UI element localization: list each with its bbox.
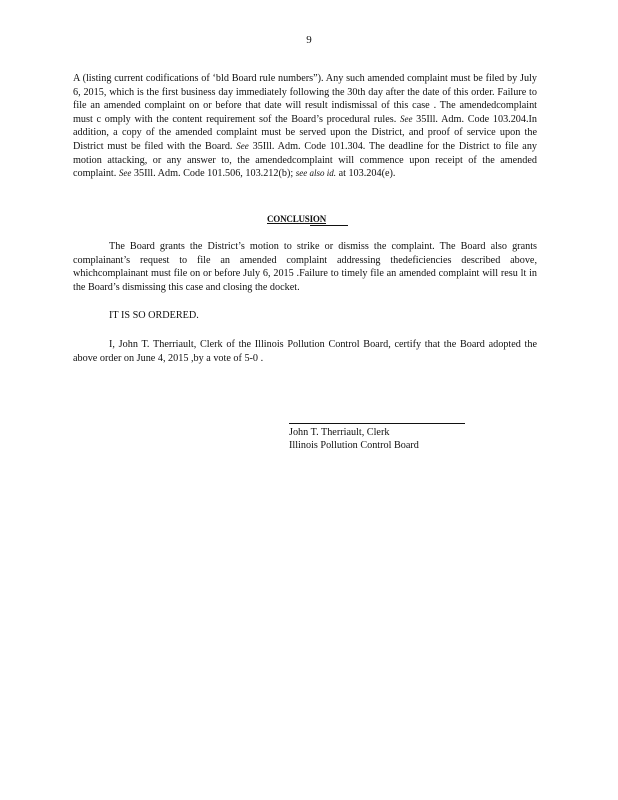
citation-signal: See	[118, 168, 132, 179]
page-number: 9	[306, 34, 312, 46]
citation-signal: See	[236, 140, 249, 151]
clerk-certification: I, John T. Therriault, Clerk of the Illinois Pollution Control Board, certify that the Board adopted the above order on June 4, 2015 ,by a vote of 5-0 .	[73, 339, 537, 364]
citation-text: 35Ill. Adm. Code 101.506, 103.212(b);	[133, 168, 294, 180]
citation-signal: see also id.	[295, 168, 337, 179]
order-statement: IT IS SO ORDERED.	[109, 310, 199, 321]
citation-text: at 103.204(e).	[338, 168, 396, 180]
citation-text: 35Ill. Adm. Code 101.304. The deadline for the District to file any motion attacking, or any answer to, the amendedcomplaint will commence upon receipt of the amended complaint.	[73, 140, 538, 180]
signature-organization: Illinois Pollution Control Board	[289, 440, 419, 451]
conclusion-paragraph: The Board grants the District’s motion to strike or dismiss the complaint. The Board also grants complainant’s request to file an amended complaint addressing thedeficiencies described above, whichcomplainant must file on or before July 6, 2015 .Failure to timely file an amended complaint will resu lt in the Board’s dismissing this case and closing the docket.	[73, 241, 537, 293]
signature-name: John T. Therriault, Clerk	[289, 427, 390, 438]
heading-underline	[310, 225, 348, 226]
signature-line	[289, 423, 465, 424]
citation-signal: See	[399, 113, 413, 124]
paragraph-text: A (listing current codifications of ‘bld Board rule numbers”). Any such amended complaint must be filed by July 6, 2015, which is the first business day immediately following the 30th day after the date of this order. Failure to file an amended complaint on or before that date will result indismissal of this case . The amendedcomplaint must c omply with the content requirement sof the Board’s procedural rules.	[73, 73, 537, 125]
amended-complaint-paragraph	[73, 72, 537, 181]
conclusion-heading: CONCLUSION	[267, 214, 327, 224]
citation-text: 35Ill. Adm. Code 103.204.In addition, a copy of the amended complaint must be served upon the District, and proof of service upon the District must be filed with the Board.	[73, 113, 538, 152]
